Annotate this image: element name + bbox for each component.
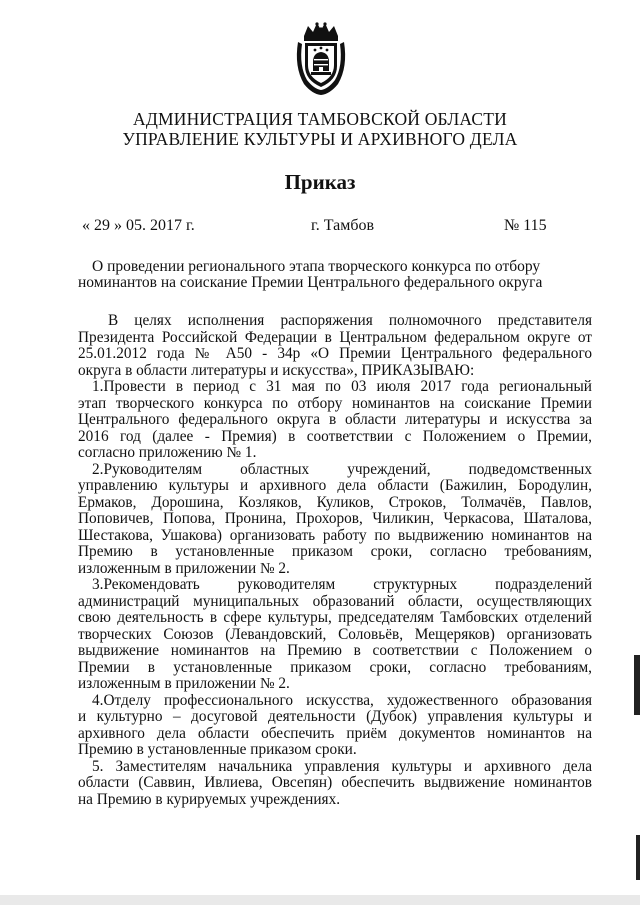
text-line: 4.Отделу профессионального искусства, художественного образования <box>92 691 592 709</box>
department-name: УПРАВЛЕНИЕ КУЛЬТУРЫ И АРХИВНОГО ДЕЛА <box>122 129 518 149</box>
item-3-paragraph <box>78 577 592 693</box>
text-line: изложенным в приложении № 2. <box>78 559 290 577</box>
text-line: творческих Союзов (Левандовский, Соловьёв, Мещеряков) организовать <box>78 625 592 643</box>
text-line: 2.Руководителям областных учреждений, подведомственных <box>92 460 592 478</box>
text-line: согласно приложению № 1. <box>78 444 257 461</box>
text-line: Премию в установленные приказом сроки. <box>78 741 357 758</box>
preamble-paragraph <box>78 313 592 379</box>
item-5-paragraph <box>78 759 592 809</box>
text-line: Президента Российской Федерации в Центральном федеральном округе от <box>78 328 592 346</box>
document-title: Приказ <box>284 170 356 194</box>
text-line: 5. Заместителям начальника управления культуры и архивного дела <box>92 757 592 775</box>
item-1-paragraph <box>78 379 592 462</box>
organization-name: АДМИНИСТРАЦИЯ ТАМБОВСКОЙ ОБЛАСТИ <box>133 109 507 129</box>
text-line: архивного дела области обеспечить приём документов номинантов на <box>78 724 592 742</box>
scan-edge-mark <box>634 655 640 715</box>
text-line: управлению культуры и архивного дела области (Бажилин, Бородулин, <box>78 477 592 494</box>
text-line: В целях исполнения распоряжения полномочного представителя <box>108 312 592 329</box>
text-line: изложенным в приложении № 2. <box>78 675 290 692</box>
tambov-coat-of-arms-icon <box>294 22 348 96</box>
text-line: Премии в установленные приказом сроки, согласно требованиям, <box>78 658 592 676</box>
text-line: и культурно – досуговой деятельности (Дубок) управления культуры и <box>78 708 592 725</box>
document-city: г. Тамбов <box>311 217 375 234</box>
text-line: на Премию в курируемых учреждениях. <box>78 790 341 808</box>
scan-edge-mark <box>636 835 640 880</box>
subject-line: номинантов на соискание Премии Центрального федерального округа <box>78 274 543 291</box>
text-line: 25.01.2012 года № А50 - 34р «О Премии Центрального федерального <box>78 345 592 362</box>
item-2-paragraph <box>78 462 592 578</box>
text-line: 3.Рекомендовать руководителям структурных подразделений <box>92 576 592 593</box>
text-line: Премию в установленные приказом сроки, согласно требованиям, <box>78 543 592 560</box>
text-line: области (Саввин, Ивлиева, Овсепян) обеспечить выдвижение номинантов <box>78 774 592 791</box>
text-line: Ермаков, Дорошина, Козляков, Куликов, Строков, Толмачёв, Павлов, <box>78 493 592 511</box>
text-line: этап творческого конкурса по отбору номинантов на соискание Премии <box>78 394 592 412</box>
subject-line: О проведении регионального этапа творческого конкурса по отбору <box>92 258 541 275</box>
item-4-paragraph <box>78 693 592 759</box>
scan-bottom-edge <box>0 895 640 905</box>
text-line: свою деятельность в сфере культуры, председателям Тамбовских отделений <box>78 609 592 626</box>
text-line: Центрального федерального округа в области литературы и искусства за <box>78 411 592 428</box>
document-date: « 29 » 05. 2017 г. <box>82 217 195 234</box>
text-line: Поповичев, Попова, Пронина, Прохоров, Чиликин, Черкасова, Шаталова, <box>78 510 592 527</box>
text-line: 1.Провести в период с 31 мая по 03 июля 2017 года региональный <box>92 378 592 395</box>
text-line: округа в области литературы и искусства», ПРИКАЗЫВАЮ: <box>78 361 475 379</box>
text-line: 2016 год (далее - Премия) в соответствии с Положением о Премии, <box>78 427 592 445</box>
document-body <box>78 313 592 808</box>
text-line: администраций муниципальных образований области, осуществляющих <box>78 592 592 610</box>
document-number: № 115 <box>504 217 547 234</box>
document-subject <box>78 259 590 291</box>
text-line: Шестакова, Ушакова) организовать работу по выдвижению номинантов на <box>78 526 592 544</box>
text-line: выдвижение номинантов на Премию в соответствии с Положением о <box>78 642 592 659</box>
